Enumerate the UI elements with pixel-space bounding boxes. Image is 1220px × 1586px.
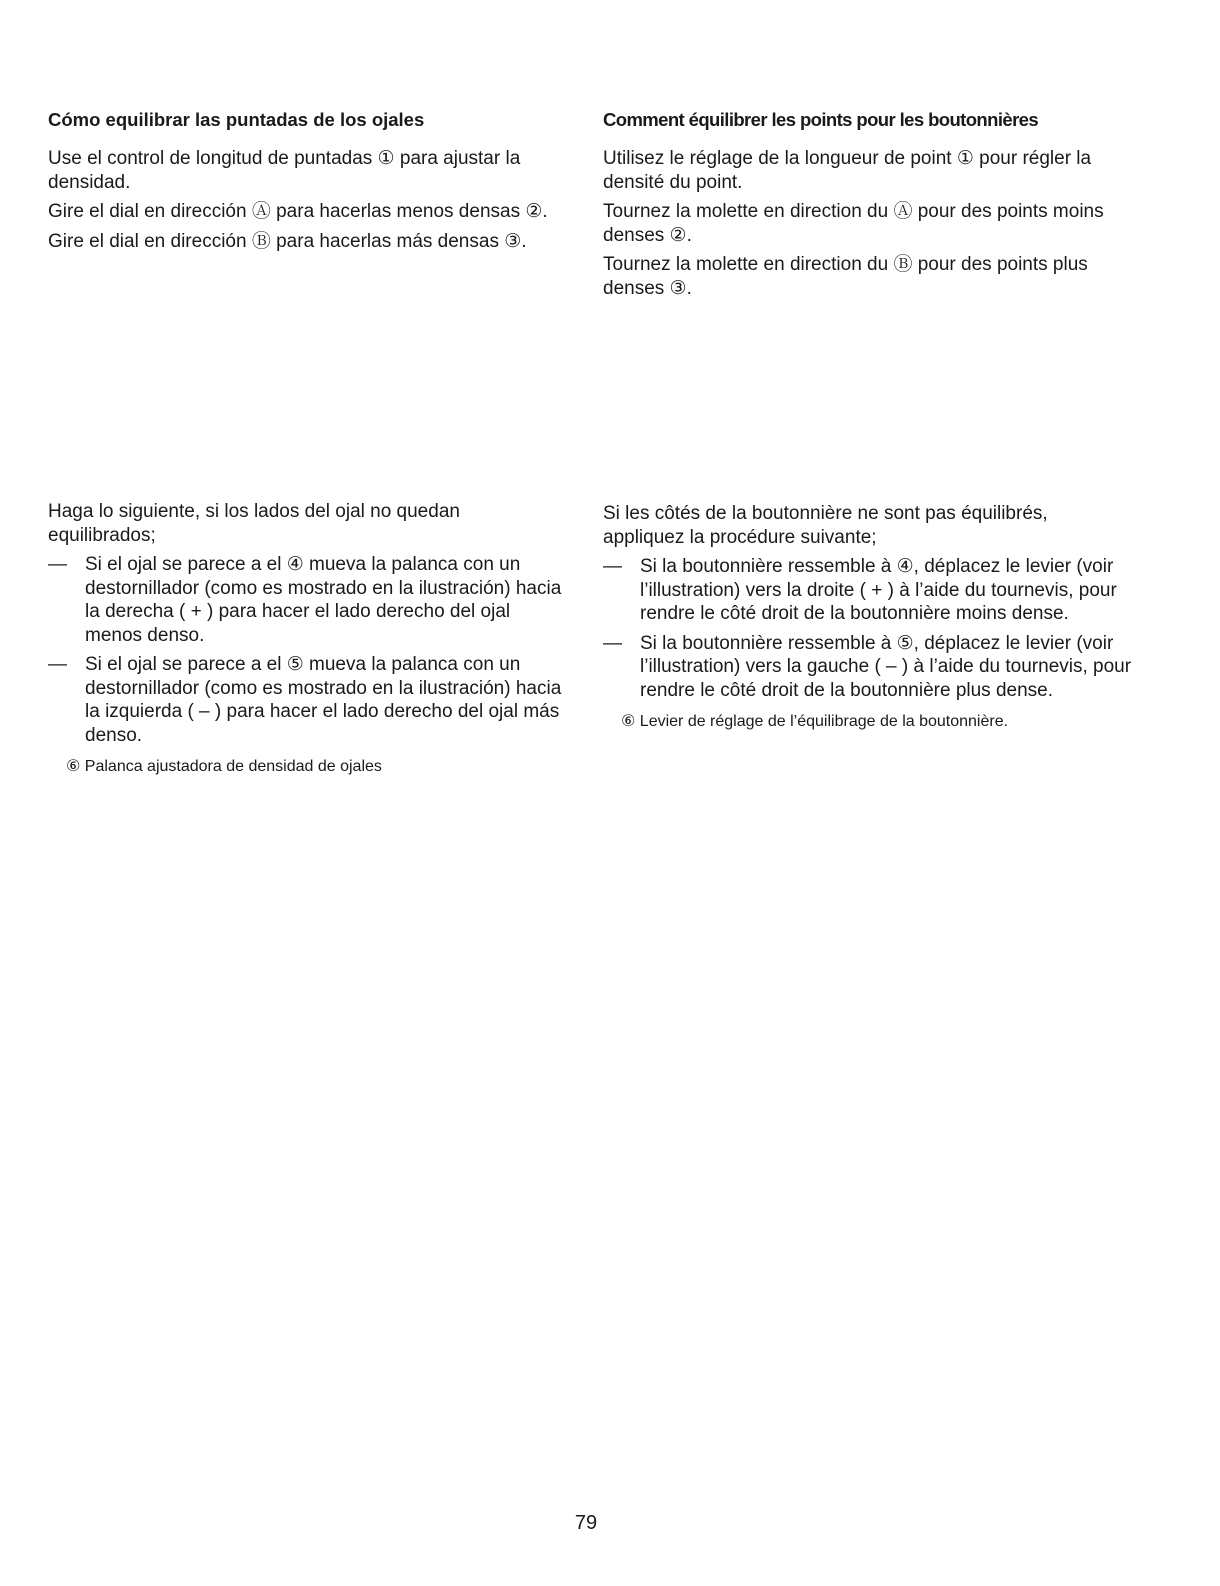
- list-item-text: Si la boutonnière ressemble à ④, déplacez le levier (voir l’illustration) vers la droite ( + ) à l’aide du tournevis, pour rendre le côté droit de la boutonnière moins dense.: [640, 556, 1117, 624]
- spanish-paragraph-direction-b: Gire el dial en dirección Ⓑ para hacerlas más densas ③.: [48, 230, 527, 252]
- dash-bullet: —: [603, 632, 622, 654]
- french-note: ⑥ Levier de réglage de l’équilibrage de la boutonnière.: [621, 713, 1009, 730]
- french-section-buttonhole-sides: [603, 502, 1133, 732]
- french-paragraph-stitch-length: Utilisez le réglage de la longueur de point ① pour régler la densité du point.: [603, 148, 1092, 193]
- list-item: [603, 555, 1133, 626]
- spanish-section-buttonhole-sides: [48, 500, 568, 777]
- page-number: 79: [574, 1512, 598, 1534]
- spanish-paragraph-stitch-length: Use el control de longitud de puntadas ① para ajustar la densidad.: [48, 148, 521, 193]
- french-instruction-list: [603, 555, 1133, 702]
- list-item-text: Si el ojal se parece a el ⑤ mueva la palanca con un destornillador (como es mostrado en la ilustración) hacia la izquierda ( – ) para hacer el lado derecho del ojal más denso.: [85, 654, 562, 746]
- list-item-text: Si el ojal se parece a el ④ mueva la palanca con un destornillador (como es mostrado en la ilustración) hacia la derecha ( + ) para hacer el lado derecho del ojal menos denso.: [85, 554, 562, 646]
- french-heading: Comment équilibrer les points pour les boutonnières: [603, 109, 1039, 130]
- french-intro: Si les côtés de la boutonnière ne sont pas équilibrés, appliquez la procédure suivante;: [603, 503, 1048, 548]
- spanish-heading: Cómo equilibrar las puntadas de los ojales: [48, 109, 425, 130]
- french-paragraph-direction-b: Tournez la molette en direction du Ⓑ pour des points plus denses ③.: [603, 254, 1088, 299]
- list-item-text: Si la boutonnière ressemble à ⑤, déplacez le levier (voir l’illustration) vers la gauche ( – ) à l’aide du tournevis, pour rendre le côté droit de la boutonnière plus dense.: [640, 632, 1132, 701]
- dash-bullet: —: [603, 556, 622, 577]
- list-item: [603, 632, 1133, 703]
- spanish-section-balance-stitches: [48, 108, 568, 259]
- spanish-instruction-list: [48, 553, 568, 747]
- french-section-balance-stitches: [603, 108, 1133, 306]
- spanish-paragraph-direction-a: Gire el dial en dirección Ⓐ para hacerlas menos densas ②.: [48, 201, 548, 222]
- french-paragraph-direction-a: Tournez la molette en direction du Ⓐ pour des points moins denses ②.: [603, 201, 1104, 246]
- dash-bullet: —: [48, 554, 67, 575]
- dash-bullet: —: [48, 654, 67, 675]
- spanish-intro: Haga lo siguiente, si los lados del ojal no quedan equilibrados;: [48, 501, 460, 546]
- list-item: [48, 553, 568, 647]
- spanish-note: ⑥ Palanca ajustadora de densidad de ojales: [66, 758, 382, 775]
- list-item: [48, 653, 568, 747]
